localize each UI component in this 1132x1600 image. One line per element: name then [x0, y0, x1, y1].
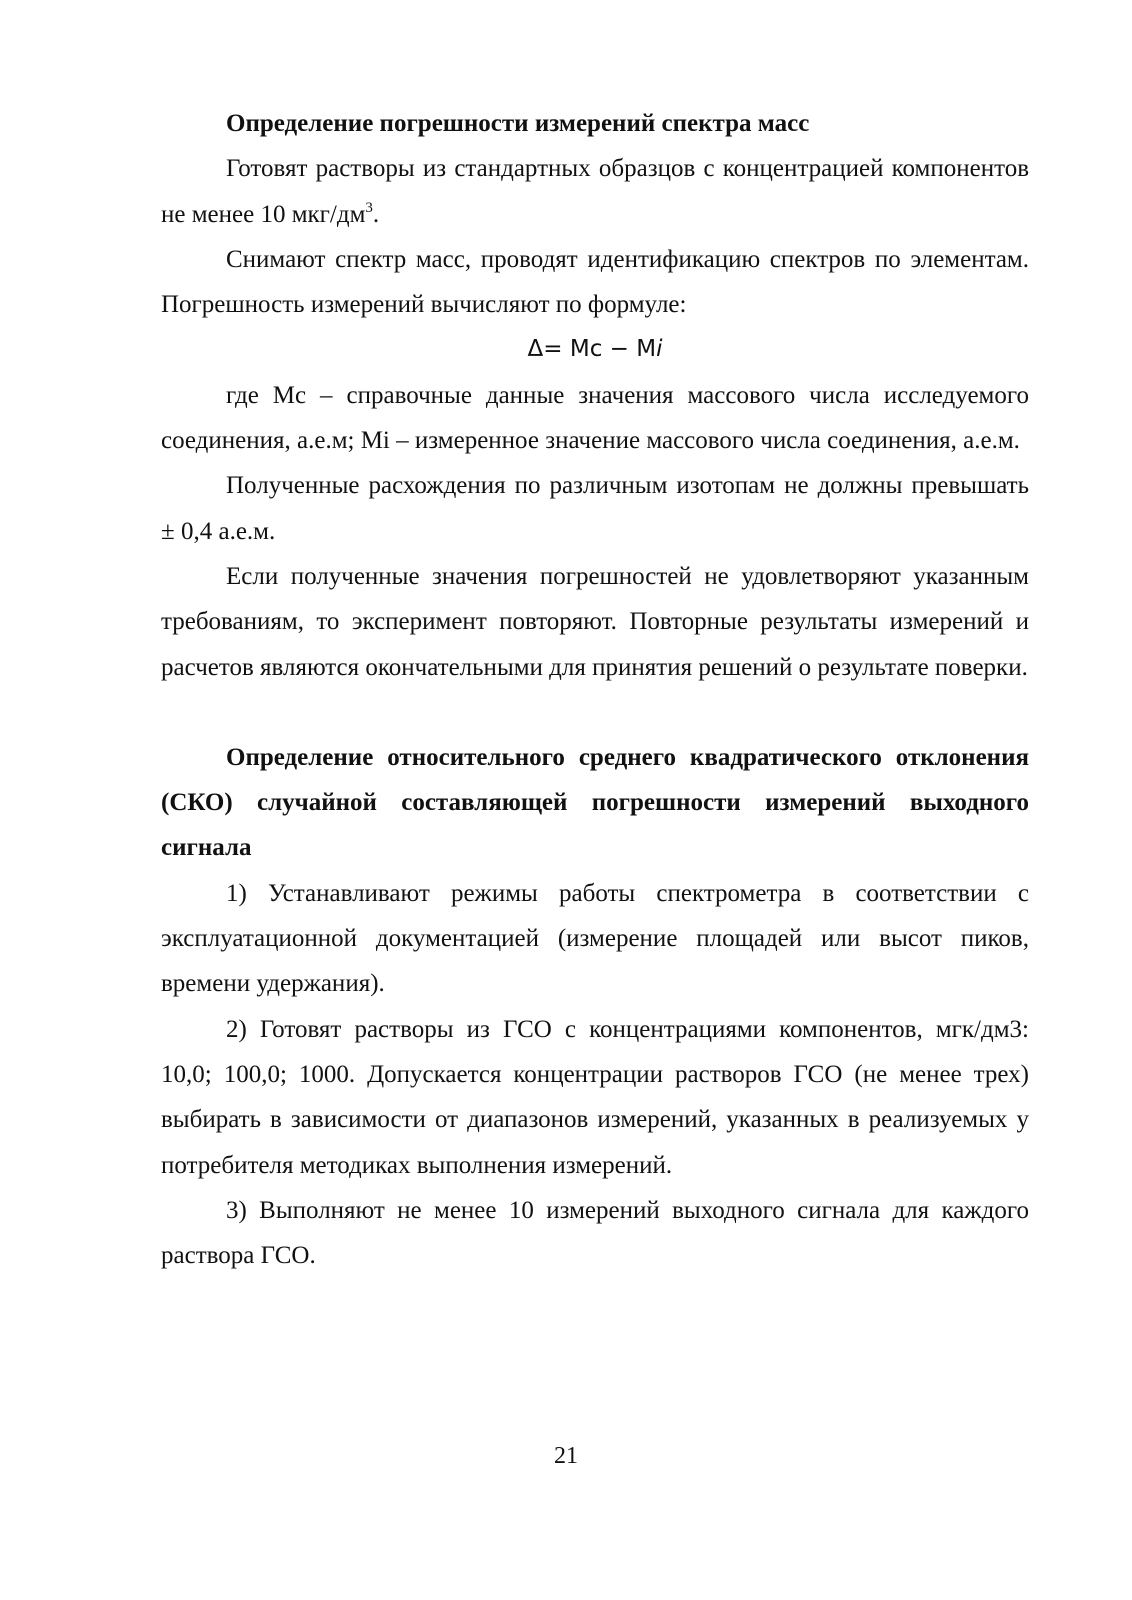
superscript-3: 3: [365, 199, 373, 216]
page-number: 21: [554, 1443, 578, 1469]
paragraph-tolerance: Полученные расхождения по различным изотопам не должны превышать ± 0,4 а.е.м.: [161, 472, 1029, 545]
paragraph-spectrum: Снимают спектр масс, проводят идентификацию спектров по элементам. Погрешность измерений вычисляют по формуле:: [161, 245, 1029, 319]
formula-italic: i: [656, 336, 663, 363]
paragraph-repeat: Если полученные значения погрешностей не удовлетворяют указанным требованиям, то эксперимент повторяют. Повторные результаты измерений и расчетов являются окончательными для принятия решений о результате поверки.: [161, 562, 1029, 681]
section-gap: [161, 690, 1029, 735]
paragraph-solutions-text: Готовят растворы из стандартных образцов с концентрацией компонентов не менее 10 мкг/дм: [161, 155, 1029, 228]
list-item-1: 1) Устанавливают режимы работы спектрометра в соответствии с эксплуатационной документацией (измерение площадей или высот пиков, времени удержания).: [161, 879, 1029, 998]
formula-main: Δ= Mc − M: [527, 336, 657, 363]
paragraph-solutions-end: .: [372, 200, 380, 228]
formula: [161, 327, 1029, 372]
section-heading-sko: Определение относительного среднего квадратического отклонения (СКО) случайной составляющей погрешности измерений выходного сигнала: [161, 743, 1029, 862]
paragraph-solutions: [161, 146, 1029, 237]
page-content: [161, 101, 1029, 1278]
list-item-3: 3) Выполняют не менее 10 измерений выходного сигнала для каждого раствора ГСО.: [161, 1196, 1029, 1270]
paragraph-definitions: где Мс – справочные данные значения массового числа исследуемого соединения, а.е.м; Мi – измеренное значение массового числа соединения, а.е.м.: [161, 381, 1029, 455]
list-item-2: 2) Готовят растворы из ГСО с концентрациями компонентов, мгк/дм3: 10,0; 100,0; 1000. Допускается концентрации растворов ГСО (не менее трех) выбирать в зависимости от диапазонов измерений, указанных в реализуемых у потребителя методиках выполнения измерений.: [161, 1015, 1029, 1179]
section-heading-mass-spectrum: Определение погрешности измерений спектра масс: [226, 110, 810, 137]
